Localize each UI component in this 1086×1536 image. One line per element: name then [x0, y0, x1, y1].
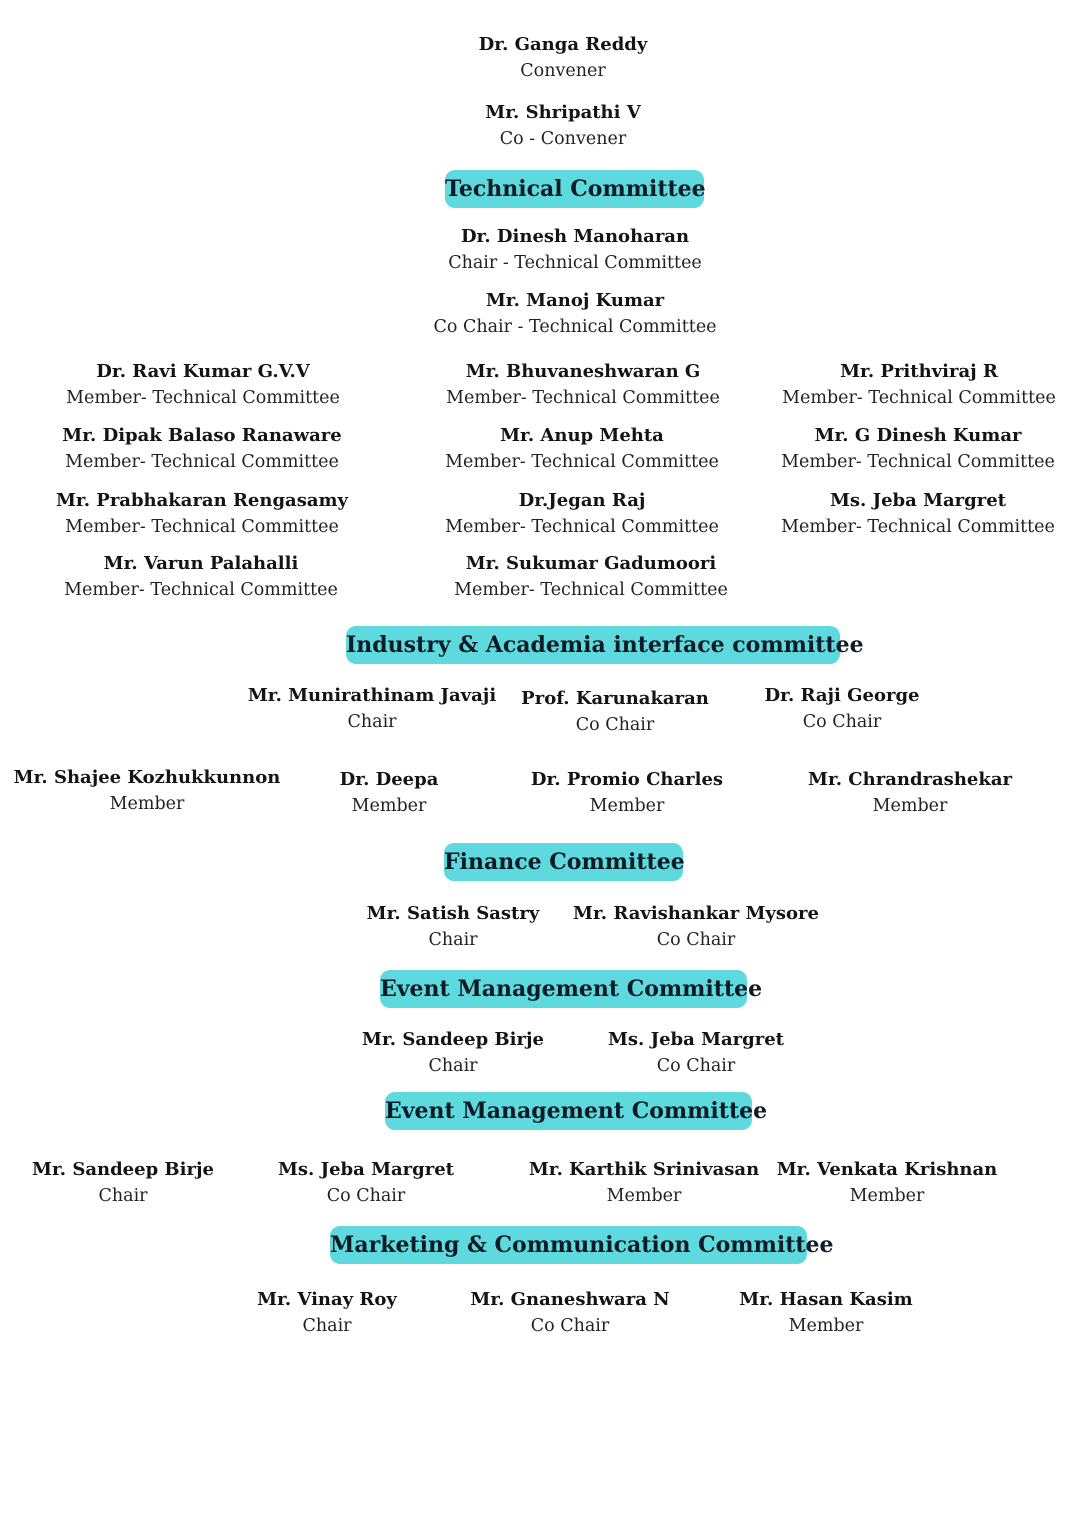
- person-role: Co Chair: [656, 1056, 736, 1076]
- person-role: Co Chair: [802, 712, 882, 732]
- person-card: [730, 766, 1086, 820]
- person-role: Co Chair: [530, 1316, 610, 1336]
- person-card: [22, 422, 382, 476]
- person-role: Co Chair - Technical Committee: [433, 317, 717, 337]
- person-role: Chair: [428, 930, 478, 950]
- person-card: [383, 31, 743, 85]
- person-name: Dr. Promio Charles: [530, 769, 724, 790]
- section-heading-event-management-2: Event Management Committee: [385, 1092, 752, 1130]
- person-role: Chair: [302, 1316, 352, 1336]
- person-role: Member- Technical Committee: [446, 388, 720, 408]
- person-name: Mr. Karthik Srinivasan: [528, 1159, 760, 1180]
- person-role: Co Chair: [656, 930, 736, 950]
- person-card: [22, 487, 382, 541]
- person-role: Member- Technical Committee: [65, 517, 339, 537]
- section-heading-marketing: Marketing & Communication Committee: [330, 1226, 807, 1264]
- person-role: Member: [849, 1186, 925, 1206]
- section-heading-technical: Technical Committee: [445, 170, 704, 208]
- person-name: Mr. Shajee Kozhukkunnon: [13, 767, 281, 788]
- person-name: Mr. Munirathinam Javaji: [247, 685, 497, 706]
- person-role: Member- Technical Committee: [64, 580, 338, 600]
- person-card: [403, 358, 763, 412]
- person-name: Mr. Sandeep Birje: [362, 1029, 544, 1050]
- section-heading-event-management: Event Management Committee: [380, 970, 747, 1008]
- person-role: Co Chair: [326, 1186, 406, 1206]
- person-name: Mr. Bhuvaneshwaran G: [465, 361, 701, 382]
- person-name: Dr. Dinesh Manoharan: [460, 226, 690, 247]
- person-role: Member- Technical Committee: [445, 452, 719, 472]
- person-name: Ms. Jeba Margret: [608, 1029, 784, 1050]
- person-role: Member: [109, 794, 185, 814]
- person-card: [21, 550, 381, 604]
- person-role: Member- Technical Committee: [781, 452, 1055, 472]
- person-role: Convener: [520, 61, 606, 81]
- person-name: Dr.Jegan Raj: [518, 490, 646, 511]
- person-name: Mr. Varun Palahalli: [103, 553, 299, 574]
- person-role: Member: [351, 796, 427, 816]
- person-name: Mr. Prithviraj R: [840, 361, 998, 382]
- person-card: [738, 487, 1086, 541]
- person-name: Mr. Vinay Roy: [257, 1289, 397, 1310]
- person-card: [395, 223, 755, 277]
- person-role: Co - Convener: [499, 129, 627, 149]
- person-card: [516, 900, 876, 954]
- person-role: Member- Technical Committee: [782, 388, 1056, 408]
- person-card: [402, 422, 762, 476]
- person-role: Chair: [428, 1056, 478, 1076]
- person-card: [402, 487, 762, 541]
- person-role: Co Chair: [575, 715, 655, 735]
- person-card: [23, 358, 383, 412]
- person-card: [646, 1286, 1006, 1340]
- person-role: Chair - Technical Committee: [448, 253, 702, 273]
- person-name: Dr. Deepa: [339, 769, 439, 790]
- person-name: Mr. Chrandrashekar: [808, 769, 1012, 790]
- person-role: Member- Technical Committee: [445, 517, 719, 537]
- person-name: Ms. Jeba Margret: [278, 1159, 454, 1180]
- person-role: Chair: [347, 712, 397, 732]
- person-name: Prof. Karunakaran: [521, 688, 709, 709]
- section-heading-finance: Finance Committee: [444, 843, 683, 881]
- person-name: Mr. Anup Mehta: [500, 425, 664, 446]
- person-name: Mr. Sandeep Birje: [32, 1159, 214, 1180]
- person-name: Mr. Dipak Balaso Ranaware: [62, 425, 342, 446]
- person-name: Mr. Sukumar Gadumoori: [465, 553, 717, 574]
- person-card: [738, 422, 1086, 476]
- person-name: Mr. Hasan Kasim: [739, 1289, 913, 1310]
- person-role: Member: [589, 796, 665, 816]
- person-role: Member: [606, 1186, 682, 1206]
- person-name: Dr. Raji George: [764, 685, 920, 706]
- person-name: Ms. Jeba Margret: [830, 490, 1006, 511]
- person-name: Mr. Gnaneshwara N: [470, 1289, 670, 1310]
- person-card: [395, 287, 755, 341]
- person-role: Chair: [98, 1186, 148, 1206]
- person-name: Mr. Shripathi V: [485, 102, 641, 123]
- person-name: Mr. G Dinesh Kumar: [814, 425, 1022, 446]
- person-card: [411, 550, 771, 604]
- person-name: Mr. Venkata Krishnan: [776, 1159, 998, 1180]
- section-heading-industry: Industry & Academia interface committee: [346, 626, 840, 664]
- person-name: Mr. Satish Sastry: [366, 903, 540, 924]
- person-role: Member- Technical Committee: [454, 580, 728, 600]
- person-role: Member: [872, 796, 948, 816]
- person-name: Mr. Manoj Kumar: [485, 290, 665, 311]
- person-role: Member: [788, 1316, 864, 1336]
- person-name: Dr. Ravi Kumar G.V.V: [96, 361, 310, 382]
- person-card: [707, 1156, 1067, 1210]
- person-name: Dr. Ganga Reddy: [478, 34, 648, 55]
- person-role: Member- Technical Committee: [66, 388, 340, 408]
- person-card: [739, 358, 1086, 412]
- person-name: Mr. Prabhakaran Rengasamy: [56, 490, 348, 511]
- person-card: [383, 99, 743, 153]
- person-card: [516, 1026, 876, 1080]
- person-role: Member- Technical Committee: [781, 517, 1055, 537]
- person-card: [662, 682, 1022, 736]
- person-role: Member- Technical Committee: [65, 452, 339, 472]
- person-name: Mr. Ravishankar Mysore: [573, 903, 819, 924]
